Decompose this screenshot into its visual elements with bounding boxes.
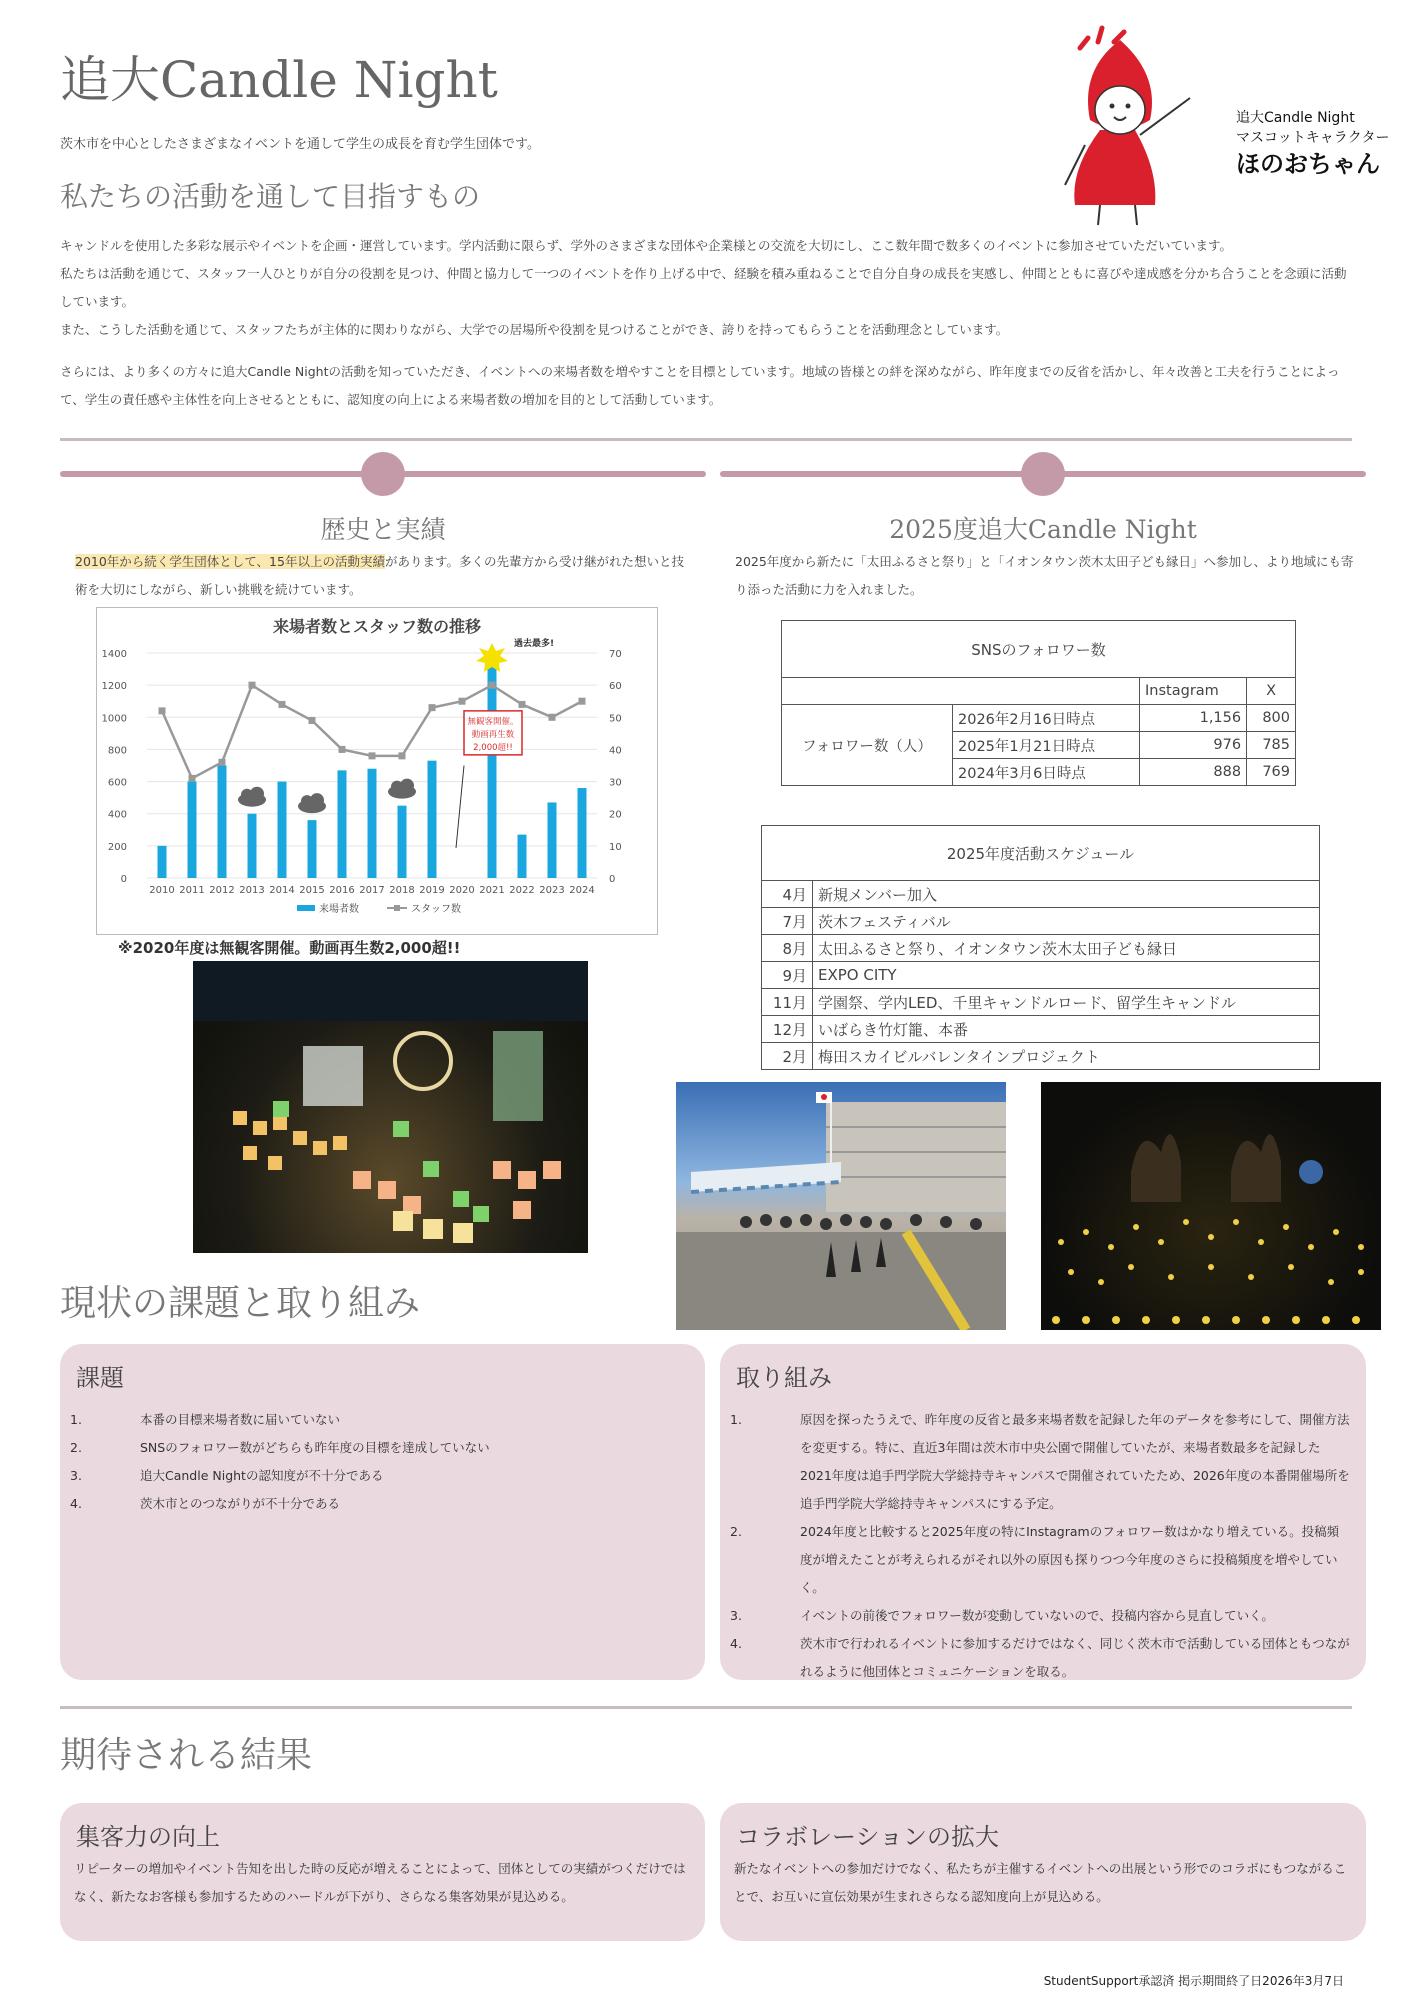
schedule-event: いばらき竹灯籠、本番 xyxy=(813,1016,1320,1043)
list-item xyxy=(730,1602,1350,1630)
mascot-caption-2: マスコットキャラクター xyxy=(1236,130,1390,146)
chart-point-staff xyxy=(339,746,346,753)
chart-point-staff xyxy=(309,717,316,724)
chart-x-tick: 2015 xyxy=(299,885,325,896)
chart-point-staff xyxy=(429,704,436,711)
chart-point-staff xyxy=(159,707,166,714)
list-text: SNSのフォロワー数がどちらも昨年度の目標を達成していない xyxy=(140,1440,490,1455)
chart-point-staff xyxy=(219,759,226,766)
schedule-month: 7月 xyxy=(762,908,813,935)
chart-x-tick: 2018 xyxy=(389,885,415,896)
cloud-icon xyxy=(298,793,326,813)
schedule-event: 新規メンバー加入 xyxy=(813,881,1320,908)
sns-col-instagram: Instagram xyxy=(1140,678,1247,705)
chart-x-tick: 2020 xyxy=(449,885,475,896)
chart-bar-visitors xyxy=(548,802,557,878)
result-card-text: 新たなイベントへの参加だけでなく、私たちが主催するイベントへの出展という形でのコラボにもつながることで、お互いに宣伝効果が生まれさらなる認知度向上が見込める。 xyxy=(734,1861,1347,1904)
list-text: 本番の目標来場者数に届いていない xyxy=(140,1412,341,1427)
chart-x-tick: 2023 xyxy=(539,885,565,896)
chart-x-tick: 2010 xyxy=(149,885,175,896)
list-item xyxy=(70,1406,690,1434)
list-text: 茨木市で行われるイベントに参加するだけではなく、同じく茨木市で活動している団体ともつながれるように他団体とコミュニケーションを取る。 xyxy=(800,1636,1350,1679)
outdoor-event-photo xyxy=(676,1082,1006,1330)
schedule-month: 12月 xyxy=(762,1016,813,1043)
list-item xyxy=(730,1406,1350,1518)
chart-x-tick: 2021 xyxy=(479,885,505,896)
chart-yleft-tick: 200 xyxy=(107,841,127,853)
page-title: 追大Candle Night xyxy=(60,51,498,109)
result-card-text: リピーターの増加やイベント告知を出した時の反応が増えることによって、団体としての実績がつくだけではなく、新たなお客様も参加するためのハードルが下がり、さらなる集客効果が見込める。 xyxy=(74,1861,686,1904)
chart-yright-tick: 40 xyxy=(609,745,622,757)
schedule-event: 学園祭、学内LED、千里キャンドルロード、留学生キャンドル xyxy=(813,989,1320,1016)
list-text: 茨木市とのつながりが不十分である xyxy=(140,1496,341,1511)
legend-swatch-visitors xyxy=(297,905,315,911)
chart-bar-visitors xyxy=(338,770,347,878)
section-divider-top xyxy=(60,438,1352,441)
schedule-event: 太田ふるさと祭り、イオンタウン茨木太田子ども縁日 xyxy=(813,935,1320,962)
sns-row-label: フォロワー数（人） xyxy=(782,705,953,786)
legend-label-visitors: 来場者数 xyxy=(319,904,359,915)
chart-annotation-covid: 動画再生数 xyxy=(471,729,515,740)
issues-heading: 現状の課題と取り組み xyxy=(60,1283,421,1324)
list-number: 2. xyxy=(730,1524,742,1539)
mascot-caption-1: 追大Candle Night xyxy=(1236,110,1355,126)
list-text: 2024年度と比較すると2025年度の特にInstagramのフォロワー数はかなり増えている。投稿頻度が増えたことが考えられるがそれ以外の原因も探りつつ今年度のさらに投稿頻度を増やしていく。 xyxy=(800,1524,1340,1595)
actions-card xyxy=(720,1344,1366,1680)
issues-list xyxy=(70,1406,690,1518)
chart-yright-tick: 20 xyxy=(609,809,622,821)
sns-instagram-value: 976 xyxy=(1140,732,1247,759)
result-card-collaboration xyxy=(720,1803,1366,1941)
chart-title: 来場者数とスタッフ数の推移 xyxy=(272,617,482,636)
y2025-accent-dot xyxy=(1021,452,1065,496)
chart-point-staff xyxy=(189,775,196,782)
page-subtitle: 茨木市を中心としたさまざまなイベントを通して学生の成長を育む学生団体です。 xyxy=(60,137,540,152)
sns-instagram-value: 1,156 xyxy=(1140,705,1247,732)
schedule-event: 梅田スカイビルバレンタインプロジェクト xyxy=(813,1043,1320,1070)
chart-bar-visitors xyxy=(158,846,167,878)
chart-caption: ※2020年度は無観客開催。動画再生数2,000超!! xyxy=(118,939,461,957)
chart-point-staff xyxy=(279,701,286,708)
list-item xyxy=(70,1434,690,1462)
result-card-attendance xyxy=(60,1803,705,1941)
visitor-staff-chart xyxy=(96,607,658,935)
schedule-event: EXPO CITY xyxy=(813,962,1320,989)
sns-table-title: SNSのフォロワー数 xyxy=(782,621,1296,678)
chart-point-staff xyxy=(489,682,496,689)
chart-yleft-tick: 1000 xyxy=(101,713,127,725)
chart-x-tick: 2022 xyxy=(509,885,535,896)
chart-x-tick: 2019 xyxy=(419,885,445,896)
chart-annotation-covid: 2,000超!! xyxy=(473,742,513,753)
chart-x-tick: 2014 xyxy=(269,885,295,896)
chart-x-tick: 2011 xyxy=(179,885,205,896)
chart-x-tick: 2012 xyxy=(209,885,235,896)
actions-card-title: 取り組み xyxy=(736,1364,832,1392)
chart-yright-tick: 70 xyxy=(609,649,622,660)
candle-floor-photo xyxy=(1041,1082,1381,1330)
chart-bar-visitors xyxy=(368,769,377,878)
cloud-icon xyxy=(238,787,266,807)
chart-bar-visitors xyxy=(248,814,257,878)
mascot-name: ほのおちゃん xyxy=(1236,150,1380,178)
sns-col-x: X xyxy=(1247,678,1296,705)
chart-yleft-tick: 1200 xyxy=(101,681,127,693)
chart-yright-tick: 30 xyxy=(609,777,622,789)
candle-display-photo xyxy=(193,961,588,1253)
chart-point-staff xyxy=(549,714,556,721)
chart-bar-visitors xyxy=(428,761,437,878)
footer-approval: StudentSupport承認済 掲示期間終了日2026年3月7日 xyxy=(1043,1974,1344,1988)
mission-paragraph-3: また、こうした活動を通じて、スタッフたちが主体的に関わりながら、大学での居場所や役割を見つけることができ、誇りを持ってもらうことを活動理念としています。 xyxy=(60,322,1009,337)
chart-bar-visitors xyxy=(218,766,227,879)
chart-annotation-pointer xyxy=(456,766,464,849)
chart-point-staff xyxy=(399,752,406,759)
legend-label-staff: スタッフ数 xyxy=(411,904,461,915)
y2025-heading: 2025度追大Candle Night xyxy=(889,515,1197,544)
actions-list xyxy=(730,1406,1350,1686)
mission-paragraph-4: さらには、より多くの方々に追大Candle Nightの活動を知っていただき、イベントへの来場者数を増やすことを目標としています。地域の皆様との絆を深めながら、昨年度までの反省を活かし、年々改善と工夫を行うことによって、学生の責任感や主体性を向上させるとともに、認知度の向上による来場者数の増加を目的として活動しています。 xyxy=(60,364,1340,407)
y2025-text: 2025年度から新たに「太田ふるさと祭り」と「イオンタウン茨木太田子ども縁日」へ参加し、より地域にも寄り添った活動に力を入れました。 xyxy=(735,554,1354,597)
chart-x-tick: 2013 xyxy=(239,885,265,896)
list-number: 3. xyxy=(70,1468,82,1483)
schedule-event: 茨木フェスティバル xyxy=(813,908,1320,935)
chart-annotation-covid: 無観客開催。 xyxy=(467,716,519,727)
sns-x-value: 785 xyxy=(1247,732,1296,759)
chart-yleft-tick: 0 xyxy=(120,874,127,885)
schedule-month: 8月 xyxy=(762,935,813,962)
sns-x-value: 769 xyxy=(1247,759,1296,786)
mission-paragraph-1: キャンドルを使用した多彩な展示やイベントを企画・運営しています。学内活動に限らず、学外のさまざまな団体や企業様との交流を大切にし、ここ数年間で数多くのイベントに参加させていただいています。 xyxy=(60,238,1233,253)
chart-bar-visitors xyxy=(308,820,317,878)
section-divider-bottom xyxy=(60,1706,1352,1709)
schedule-month: 4月 xyxy=(762,881,813,908)
list-item xyxy=(730,1630,1350,1686)
sns-date: 2026年2月16日時点 xyxy=(953,705,1140,732)
list-text: 追大Candle Nightの認知度が不十分である xyxy=(140,1468,384,1483)
chart-point-staff xyxy=(519,701,526,708)
chart-bar-visitors xyxy=(188,782,197,878)
list-number: 1. xyxy=(70,1412,82,1427)
mission-heading: 私たちの活動を通して目指すもの xyxy=(60,180,481,213)
chart-point-staff xyxy=(369,752,376,759)
list-item xyxy=(70,1490,690,1518)
chart-yright-tick: 50 xyxy=(609,713,622,725)
schedule-month: 11月 xyxy=(762,989,813,1016)
chart-bar-visitors xyxy=(518,835,527,878)
list-text: 原因を探ったうえで、昨年度の反省と最多来場者数を記録した年のデータを参考にして、開催方法を変更する。特に、直近3年間は茨木市中央公園で開催していたが、来場者数最多を記録した2021年度は追手門学院大学総持寺キャンパスで開催されていたため、2026年度の本番開催場所を追手門学院大学総持寺キャンパスにする予定。 xyxy=(800,1412,1350,1511)
schedule-month: 2月 xyxy=(762,1043,813,1070)
issues-card-title: 課題 xyxy=(76,1364,124,1392)
result-card-title: コラボレーションの拡大 xyxy=(736,1823,1000,1851)
chart-yleft-tick: 1400 xyxy=(101,649,127,660)
list-number: 3. xyxy=(730,1608,742,1623)
history-text-highlight: 2010年から続く学生団体として、15年以上の活動実績 xyxy=(75,554,385,569)
chart-x-tick: 2016 xyxy=(329,885,355,896)
chart-yleft-tick: 800 xyxy=(107,745,127,757)
chart-point-staff xyxy=(579,698,586,705)
list-number: 2. xyxy=(70,1440,82,1455)
history-text xyxy=(75,548,690,604)
results-heading: 期待される結果 xyxy=(60,1735,313,1776)
list-number: 4. xyxy=(730,1636,742,1651)
result-card-title: 集客力の向上 xyxy=(76,1823,220,1851)
list-text: イベントの前後でフォロワー数が変動していないので、投稿内容から見直していく。 xyxy=(800,1608,1274,1623)
sns-x-value: 800 xyxy=(1247,705,1296,732)
legend-marker-staff xyxy=(394,905,400,911)
chart-annotation-record: 過去最多! xyxy=(514,639,555,649)
chart-x-tick: 2017 xyxy=(359,885,385,896)
chart-bar-visitors xyxy=(398,806,407,878)
chart-point-staff xyxy=(459,698,466,705)
chart-yright-tick: 10 xyxy=(609,841,622,853)
sns-date: 2024年3月6日時点 xyxy=(953,759,1140,786)
history-accent-dot xyxy=(361,452,405,496)
issues-card xyxy=(60,1344,705,1680)
list-item xyxy=(70,1462,690,1490)
chart-bar-visitors xyxy=(488,664,497,878)
chart-yleft-tick: 600 xyxy=(107,777,127,789)
history-heading: 歴史と実績 xyxy=(320,515,446,544)
mission-paragraph-2: 私たちは活動を通じて、スタッフ一人ひとりが自分の役割を見つけ、仲間と協力して一つのイベントを作り上げる中で、経験を積み重ねることで自分自身の成長を実感し、仲間とともに喜びや達成感を分かち合うことを念頭に活動しています。 xyxy=(60,266,1347,309)
sns-follower-table xyxy=(781,620,1296,786)
chart-yright-tick: 0 xyxy=(609,874,616,885)
list-number: 4. xyxy=(70,1496,82,1511)
chart-bar-visitors xyxy=(578,788,587,878)
schedule-table xyxy=(761,825,1320,1070)
chart-x-tick: 2024 xyxy=(569,885,595,896)
mascot-illustration xyxy=(1040,20,1220,230)
list-number: 1. xyxy=(730,1412,742,1427)
chart-yright-tick: 60 xyxy=(609,681,622,693)
chart-point-staff xyxy=(249,682,256,689)
schedule-title: 2025年度活動スケジュール xyxy=(762,826,1320,881)
sns-instagram-value: 888 xyxy=(1140,759,1247,786)
sns-date: 2025年1月21日時点 xyxy=(953,732,1140,759)
chart-bar-visitors xyxy=(278,782,287,878)
chart-yleft-tick: 400 xyxy=(107,809,127,821)
schedule-month: 9月 xyxy=(762,962,813,989)
list-item xyxy=(730,1518,1350,1602)
history-text-rest: があります。多くの先輩方から受け継がれた想いと技術を大切にしながら、新しい挑戦を続けています。 xyxy=(75,554,684,597)
